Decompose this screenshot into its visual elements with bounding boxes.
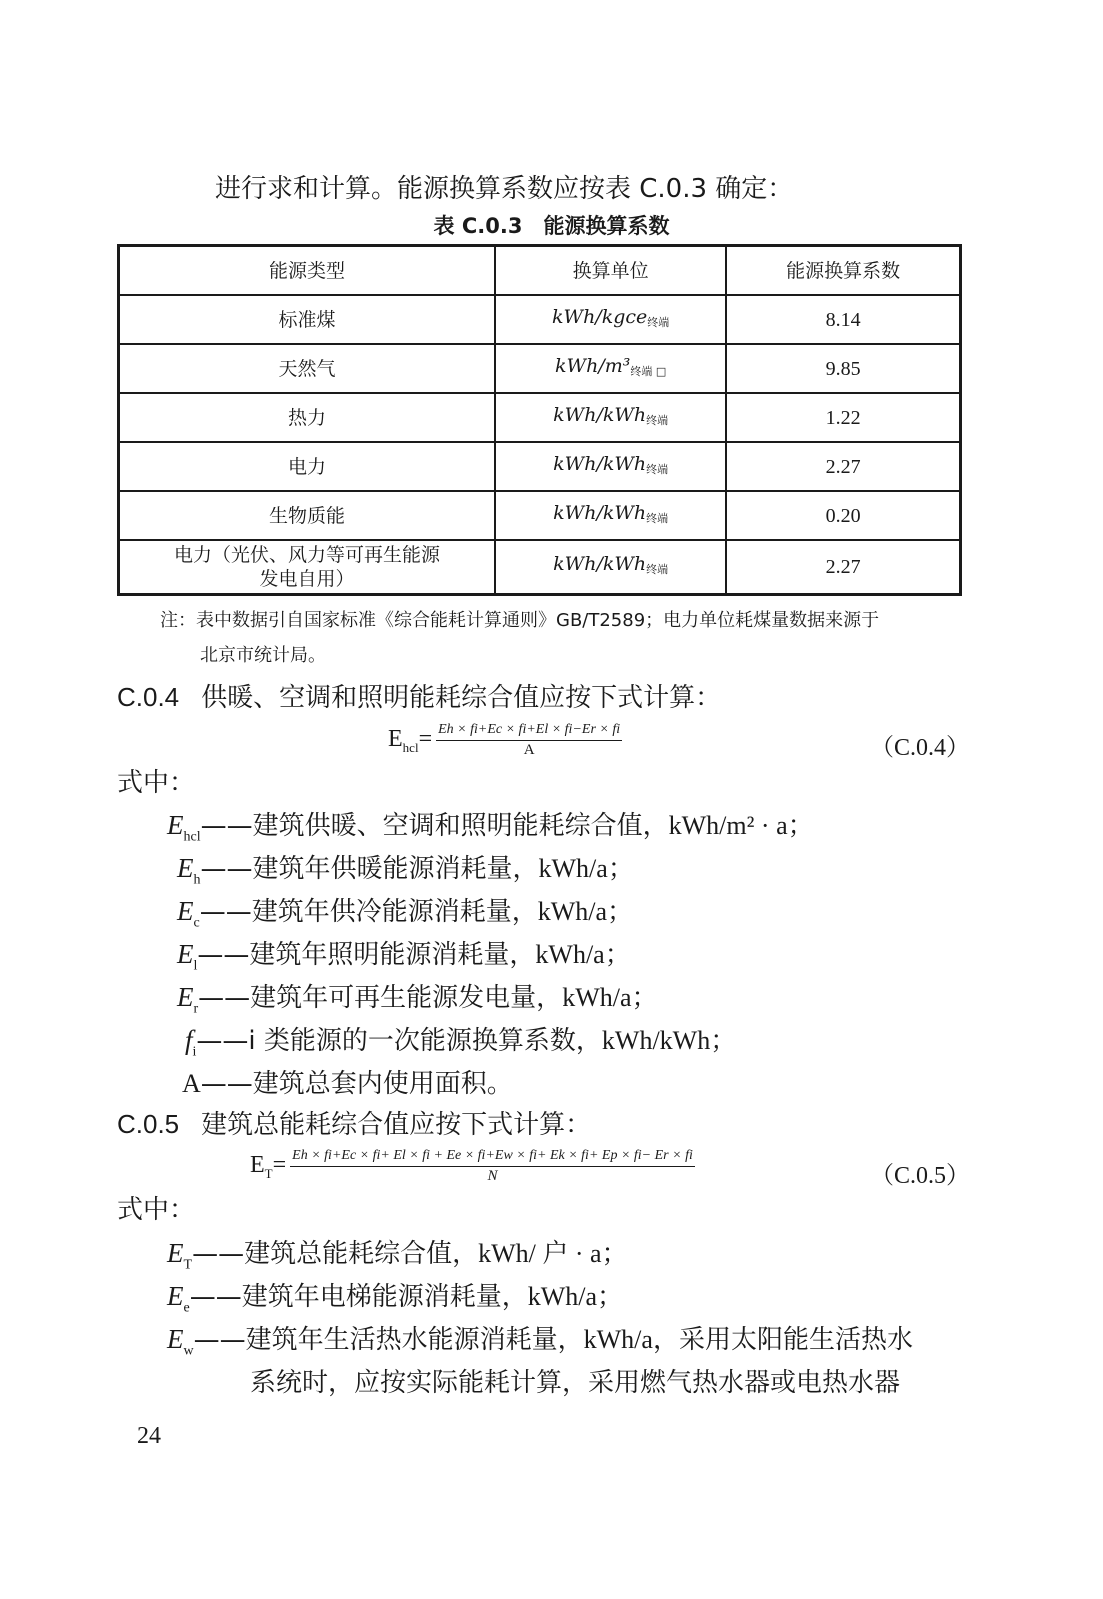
definition-item: $E_h——$建筑年供暖能源消耗量，kWh/a；	[177, 853, 634, 888]
definition-item: $E_{hcl}——$建筑供暖、空调和照明能耗综合值，kWh/m² · a；	[167, 810, 814, 845]
coefficient-cell: 2.27	[726, 540, 960, 595]
section-number: C.0.4	[117, 682, 180, 712]
table-row	[119, 540, 961, 595]
coefficient-cell: 8.14	[726, 295, 960, 344]
unit-cell: kWh/kWh终端	[495, 540, 726, 595]
section-title: 供暖、空调和照明能耗综合值应按下式计算：	[201, 683, 722, 713]
unit-cell: kWh/kWh终端	[495, 393, 726, 442]
formula-denominator: N	[487, 1168, 498, 1184]
formula-numerator: Eh × fi+Ec × fi+ El × fi + Ee × fi+Ew × fi+ Ek × fi+ Ep × fi− Er × fi	[290, 1148, 695, 1167]
formula-numerator: Eh × fi+Ec × fi+El × fi−Er × fi	[436, 722, 622, 741]
energy-type-cell: 天然气	[119, 344, 495, 393]
formula-c05	[250, 1148, 695, 1185]
formula-lhs: $E_T=$	[250, 1151, 287, 1181]
table-note-line1: 注：表中数据引自国家标准《综合能耗计算通则》GB/T2589；电力单位耗煤量数据来源于	[160, 610, 880, 631]
definition-item: $E_l——$建筑年照明能源消耗量，kWh/a；	[177, 939, 631, 974]
definition-item: $E_r——$建筑年可再生能源发电量，kWh/a；	[177, 982, 658, 1017]
header-energy-type: 能源类型	[119, 246, 495, 296]
definition-item: $E_e——$建筑年电梯能源消耗量，kWh/a；	[167, 1281, 624, 1316]
energy-type-cell: 热力	[119, 393, 495, 442]
formula-c04	[388, 722, 622, 759]
formula-fraction	[290, 1148, 695, 1185]
coefficient-cell: 0.20	[726, 491, 960, 540]
section-heading-c04	[117, 677, 721, 714]
equation-number-c05: （C.0.5）	[870, 1163, 971, 1189]
table-row	[119, 442, 961, 491]
coefficient-cell: 9.85	[726, 344, 960, 393]
section-heading-c05	[117, 1104, 591, 1141]
table-row	[119, 344, 961, 393]
energy-type-cell: 标准煤	[119, 295, 495, 344]
definition-continuation: 系统时，应按实际能耗计算，采用燃气热水器或电热水器	[250, 1368, 901, 1398]
formula-denominator: A	[523, 742, 535, 758]
definition-item: $E_c——$建筑年供冷能源消耗量，kWh/a；	[177, 896, 634, 931]
energy-type-cell: 电力（光伏、风力等可再生能源 发电自用）	[119, 540, 495, 595]
definition-item: $E_T——$建筑总能耗综合值，kWh/ 户 · a；	[167, 1238, 628, 1273]
energy-type-cell: 电力	[119, 442, 495, 491]
energy-conversion-table	[117, 244, 962, 596]
section-title: 建筑总能耗综合值应按下式计算：	[201, 1110, 592, 1140]
table-row	[119, 491, 961, 540]
unit-cell: kWh/kWh终端	[495, 442, 726, 491]
table-title: 表 C.0.3 能源换算系数	[433, 214, 670, 238]
unit-cell: kWh/kgce终端	[495, 295, 726, 344]
unit-cell: kWh/kWh终端	[495, 491, 726, 540]
equation-number-c04: （C.0.4）	[870, 735, 971, 761]
header-unit: 换算单位	[495, 246, 726, 296]
where-label: 式中：	[117, 1195, 196, 1225]
coefficient-cell: 1.22	[726, 393, 960, 442]
definition-item: $E_w——$建筑年生活热水能源消耗量，kWh/a，采用太阳能生活热水	[167, 1324, 913, 1359]
energy-type-cell: 生物质能	[119, 491, 495, 540]
table-note-line2: 北京市统计局。	[200, 645, 326, 666]
intro-text: 进行求和计算。能源换算系数应按表 C.0.3 确定：	[215, 174, 794, 204]
table-row	[119, 393, 961, 442]
header-coefficient: 能源换算系数	[726, 246, 960, 296]
coefficient-cell: 2.27	[726, 442, 960, 491]
table-row	[119, 295, 961, 344]
formula-fraction	[436, 722, 622, 759]
unit-cell: kWh/m³终端 □	[495, 344, 726, 393]
where-label: 式中：	[117, 768, 196, 798]
section-number: C.0.5	[117, 1109, 180, 1139]
formula-lhs: $E_{hcl}=$	[388, 725, 433, 755]
page-number: 24	[137, 1423, 161, 1449]
table-header-row	[119, 246, 961, 296]
definition-item: A——建筑总套内使用面积。	[182, 1069, 513, 1099]
definition-item: $f_i——i$ 类能源的一次能源换算系数，kWh/kWh；	[185, 1025, 737, 1060]
